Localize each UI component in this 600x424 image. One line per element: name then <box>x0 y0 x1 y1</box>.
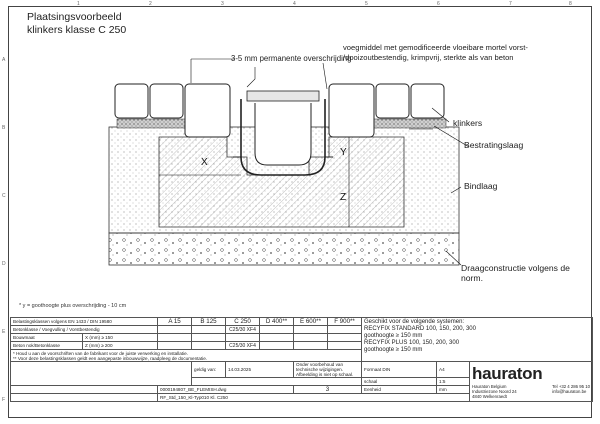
base-line-1: Draagconstructie volgens de <box>461 263 570 273</box>
grid-top-2: 2 <box>149 1 152 7</box>
grid-side-d: D <box>2 261 6 267</box>
dimension-z: Z <box>340 192 347 203</box>
grid-top-3: 3 <box>221 1 224 7</box>
change-note-line-1: Onder voorbehoud van technische wijzigingen. <box>296 362 344 372</box>
validity-date: 14.03.2025 <box>226 362 294 378</box>
concrete-class-value: C25/30 XF4 <box>226 326 260 334</box>
grid-side-f: F <box>2 397 6 403</box>
dim-z-value: Z (mm) ≥ 200 <box>83 342 158 350</box>
dimension-x: X <box>201 157 208 168</box>
scale-value: 1:5 <box>437 378 470 386</box>
mortar-line-1: voegmiddel met gemodificeerde vloeibare mortel vorst- <box>343 43 528 52</box>
base-label <box>461 263 570 284</box>
grid-side-b: B <box>2 125 6 131</box>
company-contact <box>552 384 590 399</box>
company-line-1: Hauraton Belgium <box>472 384 507 389</box>
dimension-y: Y <box>340 147 347 158</box>
title-line-1: Plaatsingsvoorbeeld <box>27 11 122 23</box>
grid-top-7: 7 <box>509 1 512 7</box>
dim-x-value: X (mm) ≥ 150 <box>83 334 158 342</box>
company-address <box>472 384 517 399</box>
notes-cell <box>11 350 362 362</box>
binding-label: Bindlaag <box>464 181 498 191</box>
class-c250: C 250 <box>226 318 260 326</box>
note-line-2: ** Voor deze belastingsklassen geldt een aangepaste inbouwwijze, raadpleeg de documentatie. <box>13 355 208 361</box>
drawing-sheet <box>2 1 592 418</box>
dim-col-label: Bouwmaat <box>11 334 83 342</box>
mortar-callout <box>343 43 528 62</box>
unit-label: Eenheid <box>362 386 437 394</box>
mortar-line-2: /dooizoutbestendig, krimpvrij, sterkte als van beton <box>343 52 514 62</box>
format-value: A4 <box>437 362 470 378</box>
bedding-label: Bestratingslaag <box>464 140 524 150</box>
title-line-2: klinkers klasse C 250 <box>27 24 127 36</box>
base-layer <box>109 233 459 265</box>
footnote: * y = goothoogte plus overschrijding - 10 cm <box>19 303 127 309</box>
grid-top-8: 8 <box>569 1 572 7</box>
base-line-2: norm. <box>461 273 483 284</box>
suitability-line-4: goothoogte ≥ 150 mm <box>364 347 423 353</box>
note-line-1: * Houd u aan de voorschriften van de fabrikant voor de juiste verwerking en installatie. <box>13 350 188 356</box>
change-note <box>294 362 362 378</box>
pavers-label: klinkers <box>453 118 483 128</box>
class-e600: E 600** <box>294 318 328 326</box>
grid-top-4: 4 <box>293 1 296 7</box>
company-line-3: 4840 Welkenraedt <box>472 394 507 399</box>
drawing-number: RF_Std_150_Kl-Typ010 Kl. C250 <box>158 394 470 402</box>
suitability-line-1: RECYFIX STANDARD 100, 150, 200, 300 <box>364 326 476 332</box>
suitability-line-3: RECYFIX PLUS 100, 150, 200, 300 <box>364 340 460 346</box>
scale-label: schaal <box>362 378 437 386</box>
class-f900: F 900** <box>328 318 362 326</box>
suitability-line-2: goothoogte ≥ 150 mm <box>364 333 423 339</box>
company-block <box>470 362 593 402</box>
grid-side-a: A <box>2 57 6 63</box>
change-note-line-2: Afbeelding is niet op schaal. <box>296 372 354 377</box>
grid-top-5: 5 <box>365 1 368 7</box>
load-class-label: Belastingsklassen volgens EN 1433 / DIN 19580 <box>11 318 158 326</box>
haunch-label: Beton nok/Betonklasse <box>11 342 83 350</box>
sheet-number: 3 <box>294 386 362 394</box>
contact-line-1: Tel +32 4 286 95 10 <box>552 384 591 389</box>
class-a15: A 15 <box>158 318 192 326</box>
concrete-class-label: Betonklasse / Voegvulling / Vorstbestendig <box>11 326 158 334</box>
suitability-block <box>362 318 593 362</box>
grid-side-e: E <box>2 329 6 335</box>
file-name: 0000194807_BE_FLEMISH.dwg <box>158 386 294 394</box>
grid-top-6: 6 <box>437 1 440 7</box>
grid-top-1: 1 <box>77 1 80 7</box>
haunch-value: C25/30 XF4 <box>226 342 260 350</box>
grid-side-c: C <box>2 193 6 199</box>
company-line-2: Industriezone Noord 24 <box>472 389 517 394</box>
format-label: Formaat DIN <box>362 362 437 378</box>
class-d400: D 400** <box>260 318 294 326</box>
class-b125: B 125 <box>192 318 226 326</box>
title-block <box>10 317 593 402</box>
contact-line-2: info@hauraton.be <box>552 389 587 394</box>
hauraton-logo: hauraton <box>472 364 543 383</box>
unit-value: mm <box>437 386 470 394</box>
validity-label: geldig van: <box>192 362 226 378</box>
overshoot-label: 3-5 mm permanente overschrijding <box>231 54 352 63</box>
suitability-title: Geschikt voor de volgende systemen: <box>364 319 465 325</box>
